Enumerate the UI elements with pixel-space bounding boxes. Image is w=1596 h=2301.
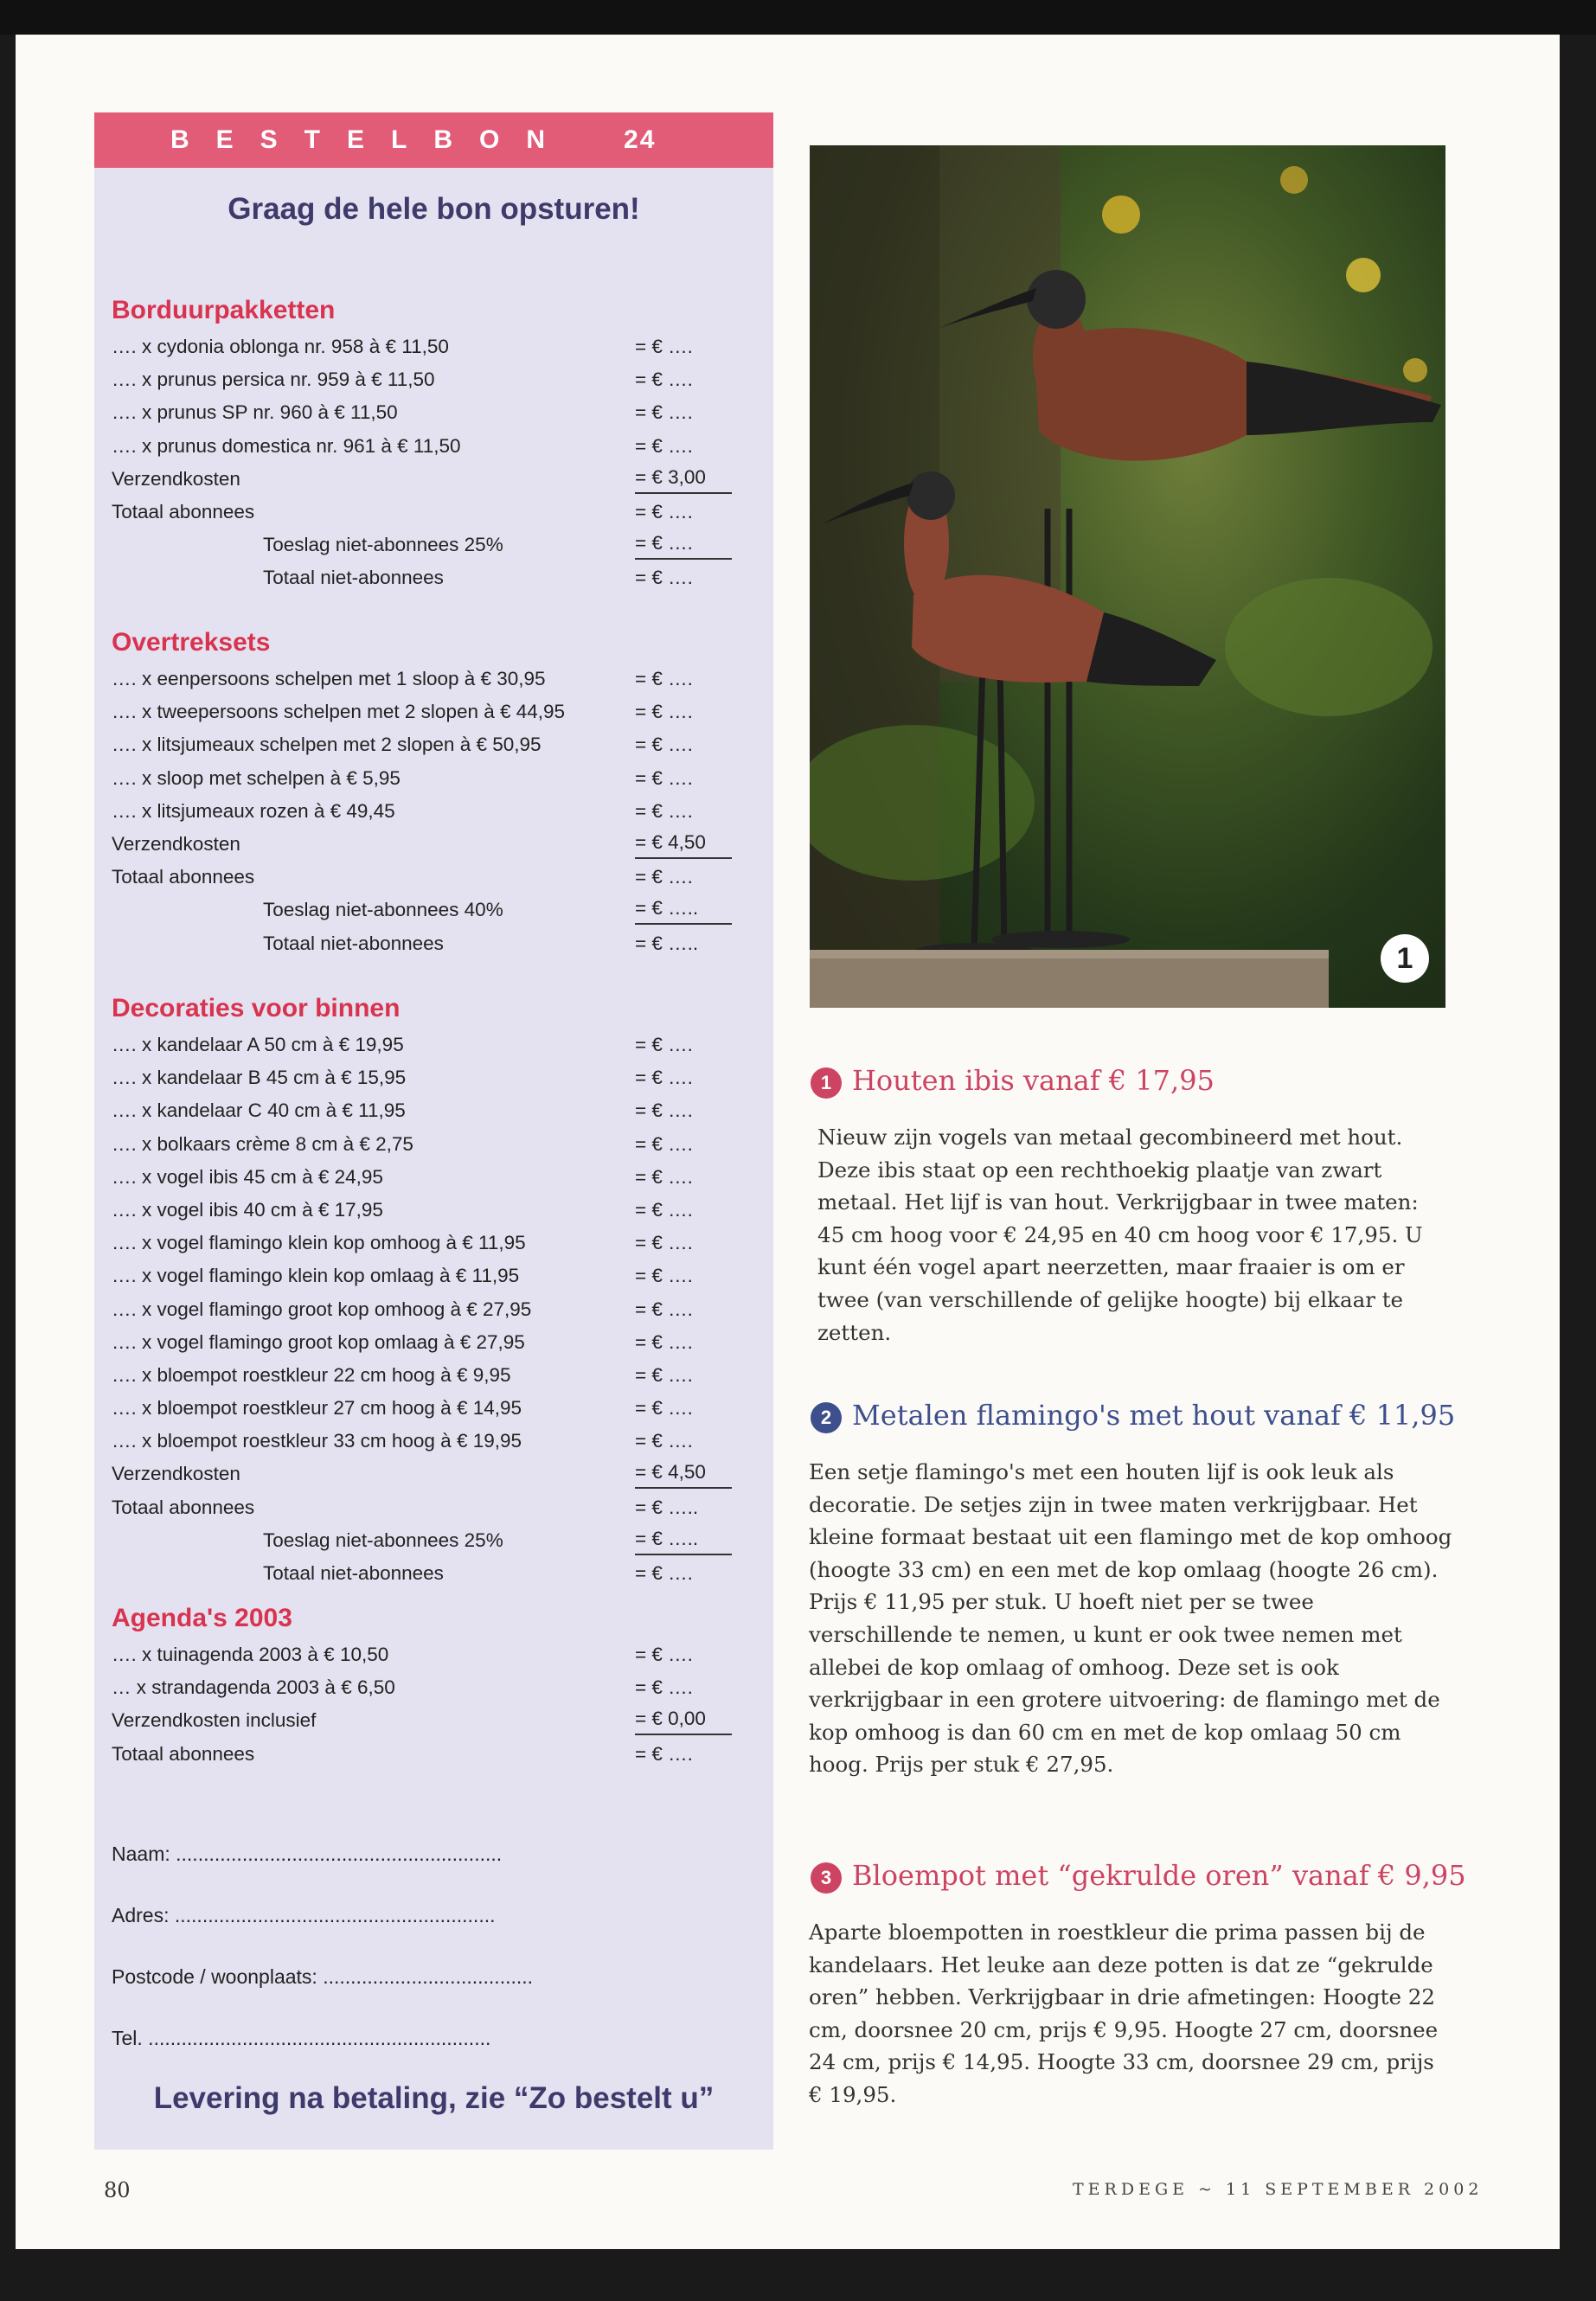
article-1-number: 1 bbox=[811, 1067, 842, 1099]
article-1-text: Nieuw zijn vogels van metaal gecombineerd met hout. Deze ibis staat op een rechthoekig plaatje van zwart metaal. Het lijf is van hout. Verkrijgbaar in twee maten: 45 cm hoog voor € 24,95 en 40 cm hoog voor € 17,95. U kunt één vogel apart neerzetten, maar fraaier is om er twee (van verschillende of gelijke hoogte) bij elkaar te zetten. bbox=[817, 1125, 1423, 1345]
article-2-title-text: Metalen flamingo's met hout vanaf € 11,95 bbox=[852, 1399, 1456, 1432]
order-row-label: …. x vogel flamingo groot kop omhoog à € 27,95 bbox=[112, 1298, 532, 1320]
order-row-label: … x strandagenda 2003 à € 6,50 bbox=[112, 1676, 395, 1699]
section-agendas bbox=[112, 1600, 769, 1771]
order-row-amount[interactable]: = € …. bbox=[635, 1067, 693, 1089]
order-row-amount[interactable]: = € …. bbox=[635, 1330, 693, 1353]
order-row bbox=[112, 861, 769, 894]
order-row-label: …. x bloempot roestkleur 22 cm hoog à € 9,95 bbox=[112, 1363, 511, 1386]
order-row-label: Toeslag niet-abonnees 25% bbox=[263, 534, 503, 556]
order-row-label: Totaal niet-abonnees bbox=[263, 1562, 444, 1584]
article-3-title bbox=[809, 1852, 1484, 1899]
order-row-amount[interactable]: = € 4,50 bbox=[635, 828, 732, 859]
order-row-amount[interactable]: = € ….. bbox=[635, 1524, 732, 1555]
order-row bbox=[112, 1227, 769, 1259]
order-row-amount[interactable]: = € …. bbox=[635, 1099, 693, 1122]
section-title: Decoraties voor binnen bbox=[112, 994, 401, 1022]
order-row-label: Totaal abonnees bbox=[112, 1496, 255, 1518]
order-row-label: Toeslag niet-abonnees 25% bbox=[263, 1529, 503, 1551]
order-row-label: Totaal abonnees bbox=[112, 500, 255, 522]
order-row bbox=[112, 1259, 769, 1292]
section-title: Borduurpakketten bbox=[112, 296, 336, 324]
article-1 bbox=[809, 1057, 1484, 1349]
order-row-label: …. x cydonia oblonga nr. 958 à € 11,50 bbox=[112, 336, 449, 357]
order-row bbox=[112, 1425, 769, 1458]
page-number: 80 bbox=[104, 2178, 131, 2202]
postcode-field[interactable]: Postcode / woonplaats: ...................................... bbox=[112, 1965, 534, 1988]
order-row-amount[interactable]: = € 4,50 bbox=[635, 1458, 732, 1489]
order-row-amount[interactable]: = € …. bbox=[635, 567, 693, 589]
order-row-amount[interactable]: = € …. bbox=[635, 1430, 693, 1452]
order-row bbox=[112, 1161, 769, 1194]
order-row-amount[interactable]: = € …. bbox=[635, 1265, 693, 1287]
order-row-label: …. x kandelaar A 50 cm à € 19,95 bbox=[112, 1034, 404, 1055]
order-row bbox=[112, 463, 769, 496]
order-row bbox=[112, 561, 769, 594]
name-field[interactable]: Naam: ........................................................... bbox=[112, 1843, 503, 1865]
photo-number-badge: 1 bbox=[1381, 934, 1429, 983]
order-row bbox=[112, 795, 769, 828]
top-border bbox=[0, 0, 1596, 35]
order-row bbox=[112, 1557, 769, 1590]
order-row bbox=[112, 1704, 769, 1737]
order-row-amount[interactable]: = € …. bbox=[635, 1742, 693, 1765]
article-3 bbox=[809, 1852, 1484, 2112]
article-2-title bbox=[809, 1392, 1484, 1439]
order-row-amount[interactable]: = € …. bbox=[635, 1397, 693, 1420]
order-row-label: …. x sloop met schelpen à € 5,95 bbox=[112, 766, 401, 789]
article-3-text: Aparte bloempotten in roestkleur die prima passen bij de kandelaars. Het leuke aan deze potten is dat ze “gekrulde oren” hebben. Verkrijgbaar in drie afmetingen: Hoogte 22 cm, doorsnee 20 cm, prijs € 9,95. Hoogte 27 cm, doorsnee 24 cm, prijs € 14,95. Hoogte 33 cm, doorsnee 29 cm, prijs € 19,95. bbox=[809, 1920, 1439, 2107]
order-row bbox=[112, 1738, 769, 1771]
article-2-number: 2 bbox=[811, 1402, 842, 1433]
order-row bbox=[112, 1491, 769, 1524]
order-row-amount[interactable]: = € …. bbox=[635, 1232, 693, 1254]
order-row bbox=[112, 1293, 769, 1326]
order-row bbox=[112, 695, 769, 728]
order-row-label: Verzendkosten bbox=[112, 467, 240, 490]
article-2-text: Een setje flamingo's met een houten lijf is ook leuk als decoratie. De setjes zijn in twee maten verkrijgbaar. Het kleine formaat bestaat uit een flamingo met de kop omhoog (hoogte 33 cm) en een met de kop omlaag (hoogte 26 cm). Prijs € 11,95 per stuk. U hoeft niet per se twee verschillende te nemen, u kunt er ook twee nemen met allebei de kop omlaag of omhoog. Deze set is ook verkrijgbaar in een grotere uitvoering: de flamingo met de kop omhoog is dan 60 cm en met de kop omlaag 50 cm hoog. Prijs per stuk € 27,95. bbox=[809, 1459, 1452, 1778]
order-row bbox=[112, 1094, 769, 1127]
section-decoraties bbox=[112, 990, 769, 1590]
form-header-title: BESTELBON bbox=[170, 125, 573, 154]
order-row-amount[interactable]: = € …. bbox=[635, 1132, 693, 1155]
form-subtitle: Graag de hele bon opsturen! bbox=[228, 192, 640, 226]
order-row-amount[interactable]: = € …. bbox=[635, 1676, 693, 1699]
address-fields bbox=[112, 1843, 769, 2088]
order-row-amount[interactable]: = € …. bbox=[635, 734, 693, 756]
order-row-amount[interactable]: = € …. bbox=[635, 1034, 693, 1055]
address-field[interactable]: Adres: .......................................................... bbox=[112, 1904, 496, 1926]
order-row-amount[interactable]: = € ….. bbox=[635, 1496, 699, 1518]
order-row-label: …. x litsjumeaux schelpen met 2 slopen à € 50,95 bbox=[112, 734, 542, 756]
order-row bbox=[112, 663, 769, 695]
order-row bbox=[112, 1029, 769, 1061]
article-1-title bbox=[809, 1057, 1484, 1104]
order-row-amount[interactable]: = € …. bbox=[635, 369, 693, 391]
order-row-label: …. x eenpersoons schelpen met 1 sloop à € 30,95 bbox=[112, 668, 546, 689]
order-row-amount[interactable]: = € 0,00 bbox=[635, 1704, 732, 1735]
order-row-label: …. x prunus domestica nr. 961 à € 11,50 bbox=[112, 434, 461, 457]
order-row-label: Totaal niet-abonnees bbox=[263, 932, 444, 954]
order-row bbox=[112, 828, 769, 861]
order-row-amount[interactable]: = € ….. bbox=[635, 932, 699, 954]
form-header bbox=[94, 112, 773, 168]
order-row-label: …. x tweepersoons schelpen met 2 slopen à € 44,95 bbox=[112, 701, 566, 723]
order-row-label: …. x prunus SP nr. 960 à € 11,50 bbox=[112, 401, 398, 424]
order-row bbox=[112, 1638, 769, 1671]
order-row-label: …. x vogel ibis 40 cm à € 17,95 bbox=[112, 1198, 383, 1221]
order-row bbox=[112, 430, 769, 463]
order-row-amount[interactable]: = € …. bbox=[635, 1165, 693, 1188]
order-row-label: …. x kandelaar C 40 cm à € 11,95 bbox=[112, 1099, 406, 1122]
order-row bbox=[112, 762, 769, 795]
order-row bbox=[112, 363, 769, 396]
order-row-amount[interactable]: = € …. bbox=[635, 500, 693, 522]
order-row-label: …. x vogel flamingo klein kop omlaag à € 11,95 bbox=[112, 1265, 520, 1287]
order-row-amount[interactable]: = € …. bbox=[635, 701, 693, 723]
order-row-label: Verzendkosten bbox=[112, 832, 240, 855]
order-row-amount[interactable]: = € …. bbox=[635, 866, 693, 888]
order-row bbox=[112, 1671, 769, 1704]
section-title: Agenda's 2003 bbox=[112, 1604, 292, 1632]
order-row bbox=[112, 1392, 769, 1425]
article-1-title-text: Houten ibis vanaf € 17,95 bbox=[852, 1064, 1215, 1097]
order-row-label: Totaal niet-abonnees bbox=[263, 567, 444, 589]
order-row-amount[interactable]: = € 3,00 bbox=[635, 463, 732, 494]
order-row-label: …. x tuinagenda 2003 à € 10,50 bbox=[112, 1644, 389, 1665]
order-row-label: …. x bloempot roestkleur 27 cm hoog à € 14,95 bbox=[112, 1397, 522, 1420]
order-row-amount[interactable]: = € …. bbox=[635, 1363, 693, 1386]
order-row-label: Verzendkosten inclusief bbox=[112, 1709, 317, 1732]
order-row bbox=[112, 496, 769, 529]
order-row bbox=[112, 927, 769, 960]
order-row-amount[interactable]: = € …. bbox=[635, 1298, 693, 1320]
order-row-amount[interactable]: = € …. bbox=[635, 766, 693, 789]
order-row-amount[interactable]: = € …. bbox=[635, 434, 693, 457]
form-header-number: 24 bbox=[624, 125, 657, 154]
section-overtreksets bbox=[112, 625, 769, 960]
order-row-amount[interactable]: = € ….. bbox=[635, 894, 732, 925]
article-3-title-text: Bloempot met “gekrulde oren” vanaf € 9,95 bbox=[852, 1859, 1466, 1892]
order-row-amount[interactable]: = € …. bbox=[635, 799, 693, 822]
order-row bbox=[112, 396, 769, 429]
ibis-photo bbox=[810, 145, 1445, 1008]
order-row bbox=[112, 1061, 769, 1094]
order-form bbox=[94, 112, 773, 2150]
order-row-label: …. x prunus persica nr. 959 à € 11,50 bbox=[112, 369, 435, 391]
order-row bbox=[112, 1194, 769, 1227]
order-row bbox=[112, 894, 769, 926]
order-row-amount[interactable]: = € …. bbox=[635, 668, 693, 689]
order-row-label: Totaal abonnees bbox=[112, 866, 255, 888]
order-row-label: …. x vogel flamingo groot kop omlaag à € 27,95 bbox=[112, 1330, 525, 1353]
order-row-amount[interactable]: = € …. bbox=[635, 401, 693, 424]
order-row-label: …. x bloempot roestkleur 33 cm hoog à € 19,95 bbox=[112, 1430, 522, 1452]
order-row-label: …. x kandelaar B 45 cm à € 15,95 bbox=[112, 1067, 407, 1089]
order-row-label: Verzendkosten bbox=[112, 1463, 240, 1485]
order-row-label: …. x bolkaars crème 8 cm à € 2,75 bbox=[112, 1132, 413, 1155]
page-footer: TERDEGE ~ 11 SEPTEMBER 2002 bbox=[1073, 2180, 1484, 2199]
order-row-label: …. x vogel ibis 45 cm à € 24,95 bbox=[112, 1165, 383, 1188]
section-title: Overtreksets bbox=[112, 628, 271, 657]
order-row-label: Toeslag niet-abonnees 40% bbox=[263, 899, 503, 921]
section-borduurpakketten bbox=[112, 292, 769, 595]
order-row bbox=[112, 1524, 769, 1557]
order-row bbox=[112, 728, 769, 761]
order-row bbox=[112, 529, 769, 561]
order-row-label: …. x litsjumeaux rozen à € 49,45 bbox=[112, 799, 395, 822]
phone-field[interactable]: Tel. .............................................................. bbox=[112, 2027, 491, 2049]
order-row-amount[interactable]: = € …. bbox=[635, 336, 693, 357]
order-row bbox=[112, 1458, 769, 1490]
order-row-label: …. x vogel flamingo klein kop omhoog à € 11,95 bbox=[112, 1232, 526, 1254]
order-row bbox=[112, 1326, 769, 1359]
order-row bbox=[112, 1128, 769, 1161]
order-row-amount[interactable]: = € …. bbox=[635, 1644, 693, 1665]
article-3-number: 3 bbox=[811, 1862, 842, 1894]
order-row-amount[interactable]: = € …. bbox=[635, 1198, 693, 1221]
article-2 bbox=[809, 1392, 1484, 1781]
order-row bbox=[112, 1359, 769, 1392]
ibis-illustration bbox=[810, 145, 1445, 1008]
order-row-amount[interactable]: = € …. bbox=[635, 1562, 693, 1584]
order-row bbox=[112, 330, 769, 363]
order-row-amount[interactable]: = € …. bbox=[635, 529, 732, 560]
order-row-label: Totaal abonnees bbox=[112, 1742, 255, 1765]
form-footer: Levering na betaling, zie “Zo bestelt u” bbox=[153, 2081, 715, 2115]
